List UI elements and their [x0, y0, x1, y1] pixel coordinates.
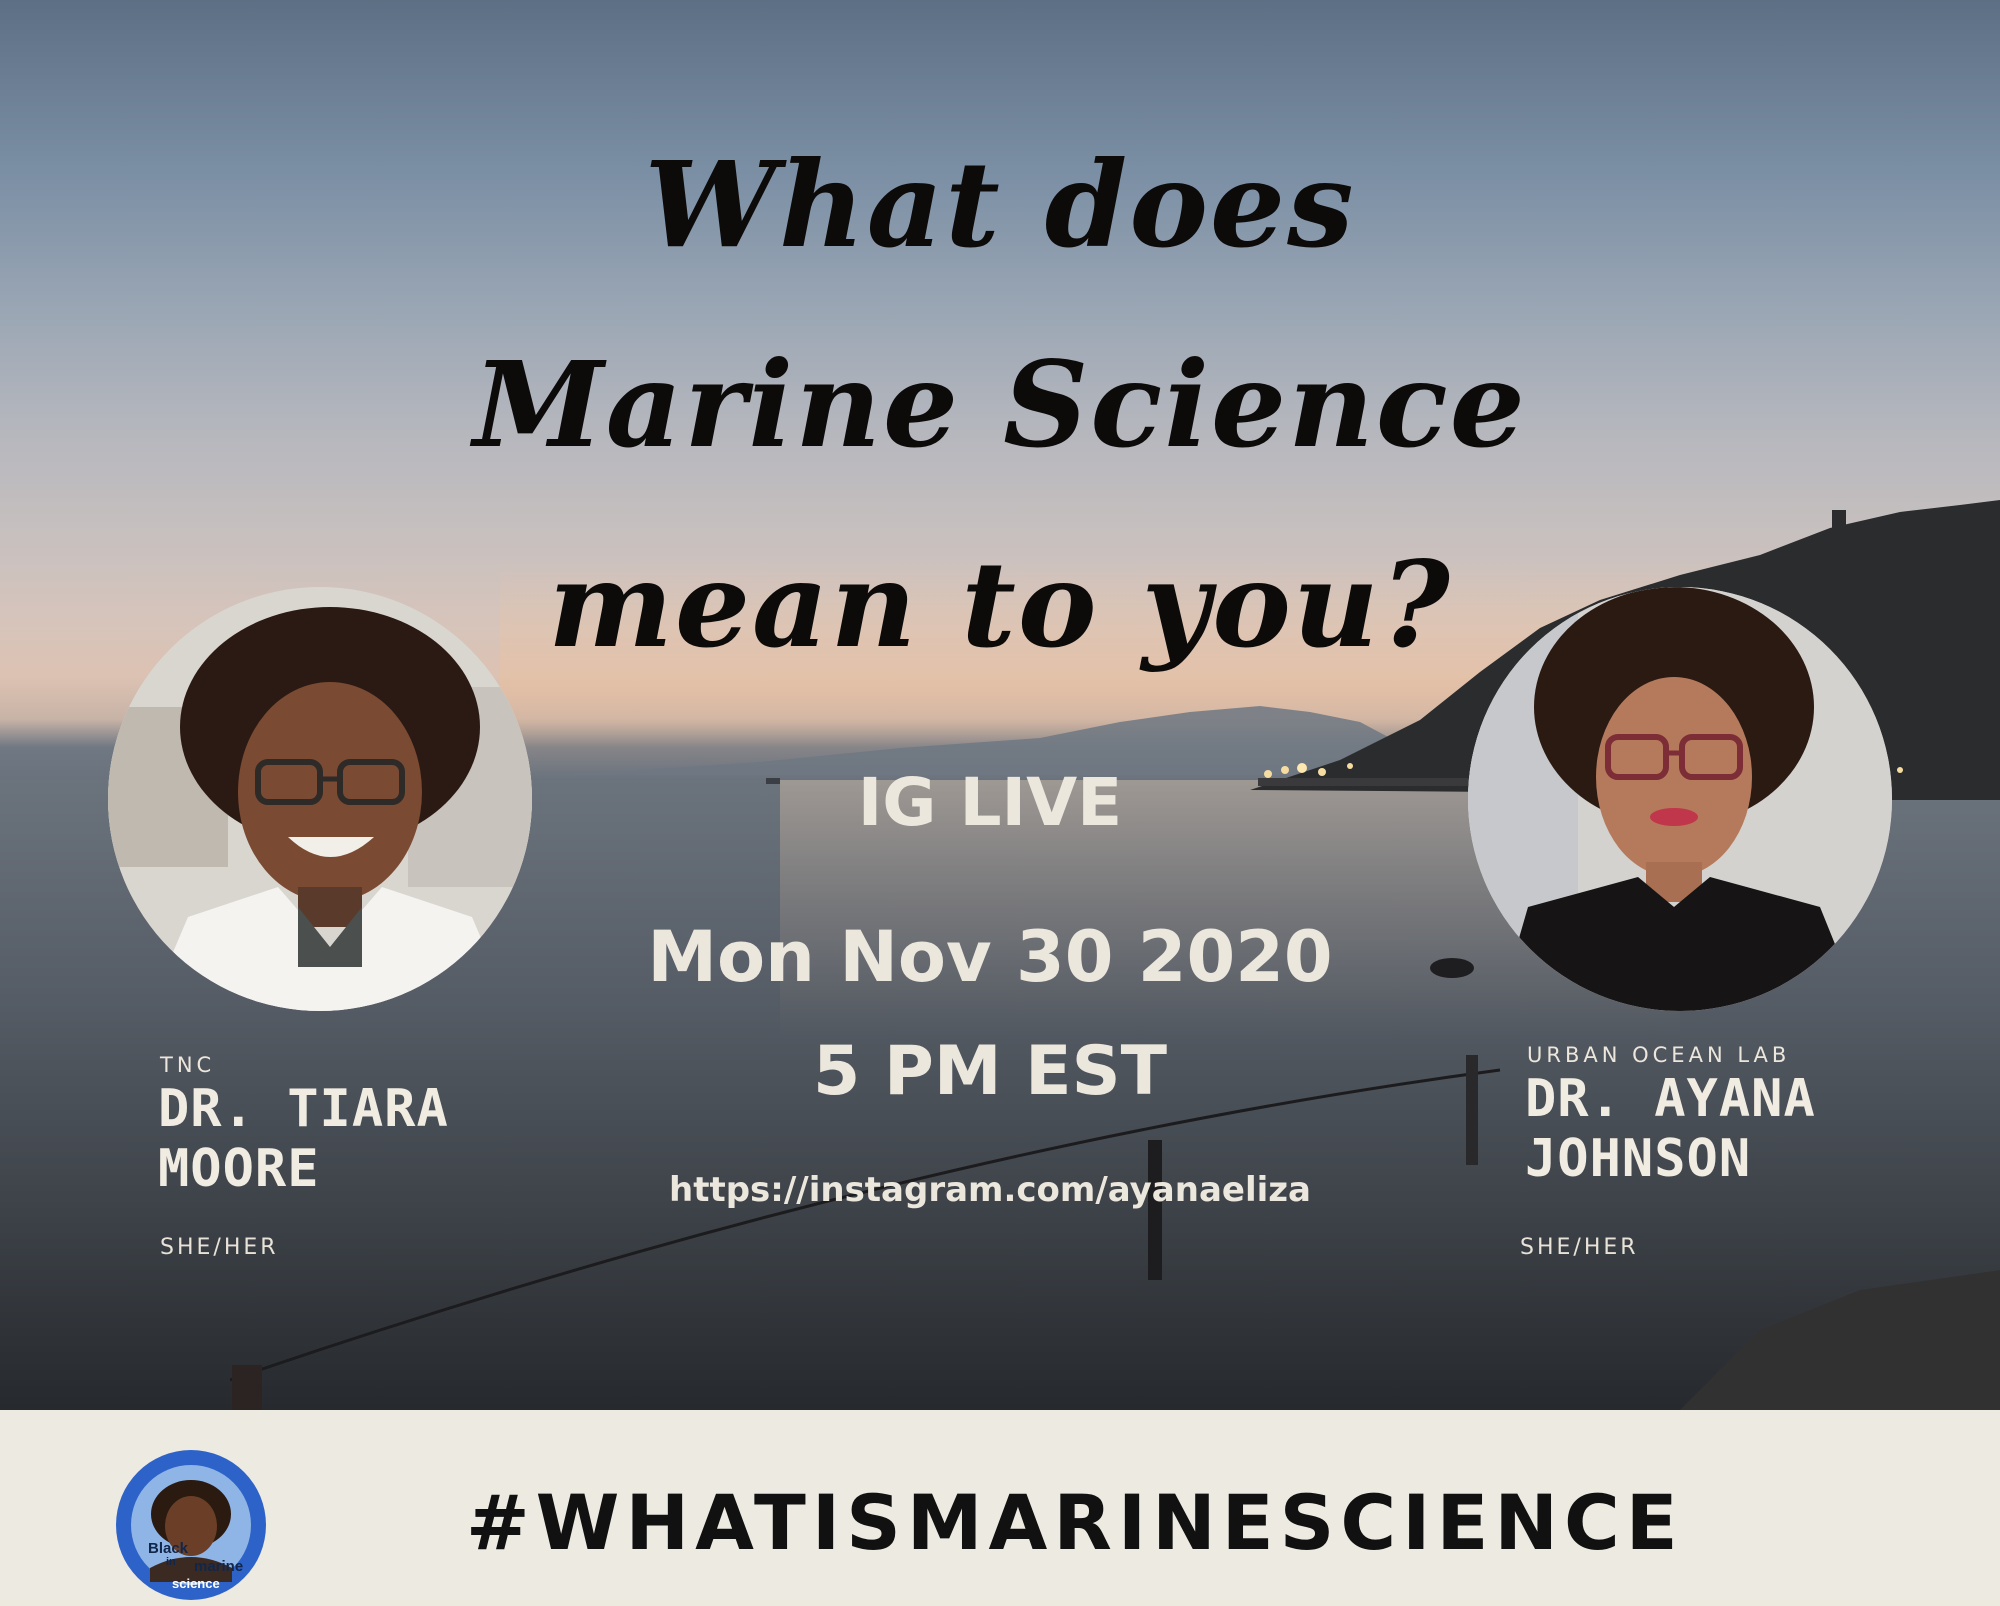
speaker-2-name-line-1: DR. AYANA: [1525, 1069, 1816, 1129]
speaker-photo-tiara-moore: [108, 587, 532, 1011]
portrait-avatar-icon: [108, 587, 532, 1011]
speaker-2-pronouns: SHE/HER: [1520, 1235, 1639, 1260]
title-line-3: mean to you?: [548, 535, 1452, 674]
hashtag: #WHATISMARINESCIENCE: [466, 1478, 1684, 1567]
logo-word-in: in: [166, 1556, 176, 1568]
event-platform: IG LIVE: [857, 764, 1123, 841]
black-in-marine-science-logo: [114, 1448, 268, 1602]
post-left: [232, 1365, 262, 1410]
hill-tower: [1832, 510, 1846, 540]
post-right: [1466, 1055, 1478, 1165]
logo-word-science: science: [172, 1576, 220, 1591]
logo-word-black: Black: [148, 1540, 189, 1557]
speaker-2-org: URBAN OCEAN LAB: [1527, 1043, 1791, 1067]
portrait-avatar-icon: [1468, 587, 1892, 1011]
speaker-1-name-line-2: MOORE: [158, 1139, 320, 1199]
event-url[interactable]: https://instagram.com/ayanaeliza: [668, 1170, 1311, 1210]
event-time: 5 PM EST: [813, 1032, 1167, 1111]
speaker-1-name-line-1: DR. TIARA: [158, 1079, 449, 1139]
logo-word-marine: marine: [194, 1558, 244, 1575]
title-line-2: Marine Science: [473, 335, 1527, 474]
speaker-1-pronouns: SHE/HER: [160, 1235, 279, 1260]
speaker-2-name-line-2: JOHNSON: [1525, 1129, 1752, 1189]
event-date: Mon Nov 30 2020: [647, 916, 1333, 998]
speaker-photo-ayana-johnson: [1468, 587, 1892, 1011]
speaker-1-org: TNC: [160, 1053, 216, 1077]
title-line-1: What does: [644, 135, 1356, 274]
